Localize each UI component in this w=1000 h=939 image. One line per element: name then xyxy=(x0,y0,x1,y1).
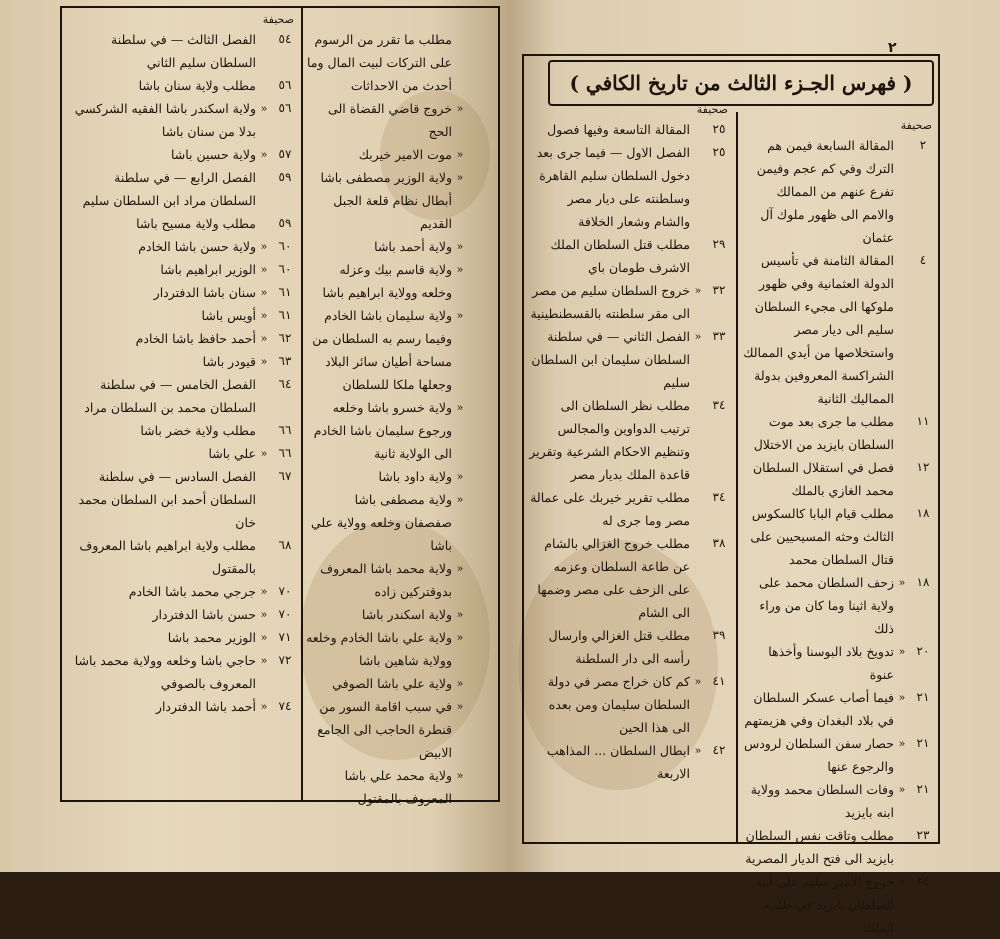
toc-entry-text: الفصل السادس — في سلطنة السلطان أحمد ابن السلطان محمد خان xyxy=(78,469,256,530)
toc-entry xyxy=(66,258,298,281)
toc-entry-text: خروج الامير سليم على أبيه السلطان بايزيد في طلب الملك xyxy=(755,874,894,935)
toc-entry xyxy=(528,141,732,233)
ditto-mark: « xyxy=(694,284,702,297)
ditto-mark: « xyxy=(260,309,268,322)
toc-entry xyxy=(742,571,936,640)
toc-entry xyxy=(742,502,936,571)
ditto-mark: « xyxy=(260,355,268,368)
toc-entry xyxy=(66,281,298,304)
toc-entry-text: ولاية اسكندر باشا xyxy=(361,607,452,622)
ditto-mark: « xyxy=(456,677,464,690)
toc-entry-text: مطلب خروج الغزالي بالشام عن طاعة السلطان وعزمه على الزحف على مصر وضمها الى الشام xyxy=(537,536,690,620)
toc-entry xyxy=(528,486,732,532)
toc-entry-text: مطلب ما تقرر من الرسوم على التركات لبيت المال وما أحدث من الاحداثات xyxy=(307,32,452,93)
toc-entry xyxy=(306,488,494,557)
toc-entry-text: مطلب ولاية سنان باشا xyxy=(138,78,256,93)
toc-entry-text: أحمد حافظ باشا الخادم xyxy=(135,331,256,346)
toc-page-number: ٢١ xyxy=(916,736,930,750)
toc-page-number: ٧٠ xyxy=(278,584,292,598)
ditto-mark: « xyxy=(694,744,702,757)
toc-entry-text: مطلب ما جرى بعد موت السلطان بايزيد من الاختلال xyxy=(753,414,894,452)
toc-page-number: ٥٩ xyxy=(278,216,292,230)
right-index-column-a xyxy=(742,118,936,939)
ditto-mark: « xyxy=(694,675,702,688)
toc-entry-text: المقالة التاسعة وفيها فصول xyxy=(547,122,690,137)
toc-page-number: ٦٦ xyxy=(278,446,292,460)
ditto-mark: « xyxy=(260,332,268,345)
toc-page-number: ٦٠ xyxy=(278,239,292,253)
toc-entry xyxy=(306,603,494,626)
toc-entry-text: موت الامير خيربك xyxy=(358,147,452,162)
toc-entry-text: الفصل الرابع — في سلطنة السلطان مراد ابن السلطان سليم xyxy=(82,170,256,208)
toc-entry-text: المقالة الثامنة في تأسيس الدولة العثمانية وفي ظهور ملوكها الى مجيء السلطان سليم الى ديار مصر واستخلاصها من أيدي الممالك الشراكسة المعروفين بدولة المماليك الثانية xyxy=(743,253,894,406)
toc-page-number: ٦١ xyxy=(278,308,292,322)
ditto-mark: « xyxy=(260,631,268,644)
toc-entry xyxy=(306,557,494,603)
ditto-mark: « xyxy=(456,171,464,184)
toc-page-number: ٧٤ xyxy=(278,699,292,713)
page-number: ٢ xyxy=(888,40,897,56)
toc-entry-text: مطلب ولاية خضر باشا xyxy=(140,423,256,438)
page-column-heading: صحيفة xyxy=(900,119,932,132)
toc-entry xyxy=(306,235,494,258)
ditto-mark: « xyxy=(456,493,464,506)
toc-entry xyxy=(306,695,494,764)
toc-entry-text: ولاية محمد علي باشا المعروف بالمقتول xyxy=(344,768,452,806)
toc-page-number: ٥٤ xyxy=(278,32,292,46)
toc-entry xyxy=(742,732,936,778)
toc-entry-text: أويس باشا xyxy=(201,308,256,323)
toc-entry xyxy=(528,279,732,325)
toc-page-number: ٧٢ xyxy=(278,653,292,667)
ditto-mark: « xyxy=(898,783,906,796)
toc-entry-text: مطلب قتل السلطان الملك الاشرف طومان باي xyxy=(550,237,690,275)
toc-page-number: ٣٤ xyxy=(712,398,726,412)
ditto-mark: « xyxy=(260,263,268,276)
toc-page-number: ١١ xyxy=(916,414,930,428)
toc-entry xyxy=(742,410,936,456)
toc-entry-text: ولاية حسن باشا الخادم xyxy=(138,239,256,254)
toc-page-number: ٢١ xyxy=(916,782,930,796)
page-column-heading: صحيفة xyxy=(262,13,294,26)
toc-entry-text: فصل في استقلال السلطان محمد الغازي بالملك xyxy=(753,460,894,498)
toc-page-number: ١٨ xyxy=(916,506,930,520)
toc-entry-text: ولاية الوزير مصطفى باشا xyxy=(320,170,452,185)
toc-entry-text: الفصل الثالث — في سلطنة السلطان سليم الثاني xyxy=(111,32,256,70)
left-index-column-b xyxy=(306,28,494,810)
toc-entry-text: ولاية مصطفى باشا صفصفان وخلعه وولاية علي باشا xyxy=(310,492,452,553)
toc-entry-text: أبطال نظام قلعة الجبل القديم xyxy=(333,193,452,231)
toc-page-number: ٤ xyxy=(919,253,927,267)
toc-entry xyxy=(306,764,494,810)
toc-entry-text: ولاية علي باشا الخادم وخلعه وولاية شاهين باشا xyxy=(306,630,452,668)
toc-entry xyxy=(66,166,298,212)
toc-entry xyxy=(528,624,732,670)
ditto-mark: « xyxy=(456,240,464,253)
ditto-mark: « xyxy=(456,562,464,575)
ditto-mark: « xyxy=(456,148,464,161)
toc-entry xyxy=(66,580,298,603)
toc-entry xyxy=(66,97,298,143)
toc-entry-text: الفصل الخامس — في سلطنة السلطان محمد بن السلطان مراد xyxy=(84,377,256,415)
toc-entry xyxy=(66,534,298,580)
toc-entry xyxy=(306,304,494,396)
toc-page-number: ١٢ xyxy=(916,460,930,474)
toc-entry xyxy=(306,166,494,189)
toc-entry xyxy=(66,235,298,258)
toc-page-number: ٢٥ xyxy=(712,122,726,136)
index-title: ( فهرس الجـزء الثالث من تاريخ الكافي ) xyxy=(548,60,934,106)
toc-list xyxy=(742,134,936,939)
toc-entry xyxy=(528,739,732,785)
toc-entry xyxy=(66,74,298,97)
toc-page-number: ٥٦ xyxy=(278,78,292,92)
toc-entry xyxy=(528,532,732,624)
toc-page-number: ٦٧ xyxy=(278,469,292,483)
toc-entry xyxy=(742,778,936,824)
toc-page-number: ٢١ xyxy=(916,690,930,704)
ditto-mark: « xyxy=(898,691,906,704)
toc-page-number: ٥٦ xyxy=(278,101,292,115)
ditto-mark: « xyxy=(898,576,906,589)
toc-entry xyxy=(66,373,298,419)
toc-page-number: ٦٢ xyxy=(278,331,292,345)
toc-entry-text: فيما أصاب عسكر السلطان في بلاد البغدان وفي هزيمتهم xyxy=(744,690,894,728)
column-divider xyxy=(301,6,303,802)
toc-page-number: ٣٩ xyxy=(712,628,726,642)
toc-entry xyxy=(742,456,936,502)
toc-entry xyxy=(66,350,298,373)
toc-page-number: ٤١ xyxy=(712,674,726,688)
ditto-mark: « xyxy=(456,608,464,621)
toc-entry-text: الفصل الثاني — في سلطنة السلطان سليمان ابن السلطان سليم xyxy=(531,329,690,390)
toc-entry xyxy=(528,118,732,141)
toc-entry-text: ولاية محمد باشا المعروف بدوقتركين زاده xyxy=(320,561,452,599)
toc-entry-text: مطلب نظر السلطان الى ترتيب الدواوين والمجالس وتنظيم الاحكام الشرعية وتقرير قاعدة الملك بديار مصر xyxy=(529,398,690,482)
toc-entry-text: مطلب ولاية مسيح باشا xyxy=(136,216,256,231)
ditto-mark: « xyxy=(260,148,268,161)
toc-entry xyxy=(66,212,298,235)
toc-page-number: ٣٨ xyxy=(712,536,726,550)
toc-entry xyxy=(742,870,936,939)
toc-entry-text: علي باشا xyxy=(208,446,256,461)
toc-entry xyxy=(306,143,494,166)
toc-entry xyxy=(528,394,732,486)
page-column-heading: صحيفة xyxy=(696,103,728,116)
toc-page-number: ٣٤ xyxy=(712,490,726,504)
toc-entry-text: الوزير محمد باشا xyxy=(167,630,256,645)
toc-entry xyxy=(742,134,936,249)
toc-entry-text: مطلب قتل الغزالي وارسال رأسه الى دار السلطنة xyxy=(548,628,690,666)
toc-entry xyxy=(742,640,936,686)
toc-page-number: ٢٩ xyxy=(712,237,726,251)
toc-entry-text: ابطال السلطان ... المذاهب الاربعة xyxy=(546,743,690,781)
toc-page-number: ٢٣ xyxy=(916,828,930,842)
toc-page-number: ٥٧ xyxy=(278,147,292,161)
toc-entry xyxy=(66,143,298,166)
toc-entry-text: مطلب ولاية ابراهيم باشا المعروف بالمقتول xyxy=(79,538,256,576)
toc-entry-text: حاجي باشا وخلعه وولاية محمد باشا المعروف بالصوفي xyxy=(74,653,256,691)
toc-page-number: ٢ xyxy=(919,138,927,152)
toc-entry xyxy=(528,233,732,279)
toc-entry-text: ولاية علي باشا الصوفي xyxy=(332,676,452,691)
toc-entry-text: مطلب وتاقت نفس السلطان بايزيد الى فتح الديار المصرية xyxy=(745,828,894,866)
ditto-mark: « xyxy=(260,608,268,621)
toc-entry xyxy=(66,465,298,534)
toc-entry-text: ولاية قاسم بيك وعزله وخلعه وولاية ابراهيم باشا xyxy=(322,262,452,300)
ditto-mark: « xyxy=(260,240,268,253)
ditto-mark: « xyxy=(898,875,906,888)
ditto-mark: « xyxy=(260,585,268,598)
toc-entry-text: ولاية حسين باشا xyxy=(170,147,256,162)
ditto-mark: « xyxy=(456,263,464,276)
ditto-mark: « xyxy=(456,309,464,322)
toc-page-number: ٧٠ xyxy=(278,607,292,621)
toc-entry-text: وفات السلطان محمد وولاية ابنه بايزيد xyxy=(750,782,894,820)
toc-list xyxy=(306,28,494,810)
toc-entry-text: قيودر باشا xyxy=(202,354,256,369)
ditto-mark: « xyxy=(456,769,464,782)
toc-entry xyxy=(66,649,298,695)
toc-page-number: ٣٢ xyxy=(712,283,726,297)
ditto-mark: « xyxy=(260,654,268,667)
toc-page-number: ١٨ xyxy=(916,575,930,589)
toc-entry-text: ولاية سليمان باشا الخادم وفيما رسم به السلطان من مساحة أطيان سائر البلاد وجعلها ملكا للسلطان xyxy=(312,308,452,392)
toc-page-number: ٦٤ xyxy=(278,377,292,391)
toc-page-number: ٦١ xyxy=(278,285,292,299)
toc-entry-text: زحف السلطان محمد على ولاية اثينا وما كان من وراء ذلك xyxy=(758,575,894,636)
toc-entry xyxy=(306,189,494,235)
toc-entry-text: ولاية اسكندر باشا الفقيه الشركسي بدلا من سنان باشا xyxy=(74,101,256,139)
toc-entry xyxy=(66,695,298,718)
toc-entry-text: مطلب تقرير خيربك على عمالة مصر وما جرى له xyxy=(530,490,690,528)
toc-list xyxy=(66,28,298,718)
toc-entry xyxy=(306,396,494,465)
toc-list xyxy=(528,118,732,785)
toc-entry-text: ولاية داود باشا xyxy=(378,469,452,484)
toc-page-number: ٢٥ xyxy=(712,145,726,159)
toc-entry-text: ولاية خسرو باشا وخلعه ورجوع سليمان باشا الخادم الى الولاية ثانية xyxy=(313,400,452,461)
toc-entry xyxy=(66,28,298,74)
toc-page-number: ٧١ xyxy=(278,630,292,644)
toc-entry xyxy=(306,626,494,672)
toc-entry xyxy=(66,442,298,465)
toc-entry xyxy=(66,603,298,626)
ditto-mark: « xyxy=(456,631,464,644)
toc-entry-text: خروج قاضي القضاة الى الحج xyxy=(328,101,452,139)
toc-entry-text: مطلب قيام البابا كالسكوس الثالث وحثه المسيحيين على قتال السلطان محمد xyxy=(750,506,894,567)
toc-page-number: ٦٦ xyxy=(278,423,292,437)
toc-entry-text: حصار سفن السلطان لرودس والرجوع عنها xyxy=(743,736,894,774)
toc-entry xyxy=(306,28,494,97)
toc-entry-text: الفصل الاول — فيما جرى بعد دخول السلطان سليم القاهرة وسلطنته على ديار مصر والشام وشعار الخلافة xyxy=(536,145,690,229)
toc-entry xyxy=(742,249,936,410)
toc-page-number: ٦٣ xyxy=(278,354,292,368)
toc-page-number: ٣٣ xyxy=(712,329,726,343)
toc-page-number: ٢٠ xyxy=(916,644,930,658)
toc-entry xyxy=(306,672,494,695)
toc-entry-text: الوزير ابراهيم باشا xyxy=(160,262,256,277)
toc-page-number: ٦٠ xyxy=(278,262,292,276)
toc-entry-text: في سبب اقامة السور من قنطرة الحاجب الى الجامع الابيض xyxy=(317,699,452,760)
right-index-column-b xyxy=(528,102,732,785)
toc-entry xyxy=(306,97,494,143)
toc-entry xyxy=(66,626,298,649)
toc-entry xyxy=(742,686,936,732)
left-index-column-a xyxy=(66,12,298,718)
toc-entry-text: خروج السلطان سليم من مصر الى مقر سلطنته بالقسطنطينية xyxy=(530,283,690,321)
toc-entry xyxy=(306,465,494,488)
toc-entry xyxy=(66,327,298,350)
toc-entry xyxy=(528,670,732,739)
toc-entry-text: تدويخ بلاد البوسنا وأخذها عنوة xyxy=(768,644,894,682)
toc-entry-text: كم كان خراج مصر في دولة السلطان سليمان ومن بعده الى هذا الحين xyxy=(547,674,690,735)
toc-entry-text: المقالة السابعة فيمن هم الترك وفي كم عجم وفيمن تفرع عنهم من الممالك والامم الى ظهور ملوك آل عثمان xyxy=(756,138,894,245)
ditto-mark: « xyxy=(260,700,268,713)
left-page xyxy=(0,0,508,872)
toc-page-number: ٦٨ xyxy=(278,538,292,552)
toc-page-number: ٤٢ xyxy=(712,743,726,757)
toc-entry-text: ولاية أحمد باشا xyxy=(374,239,452,254)
toc-entry xyxy=(66,419,298,442)
ditto-mark: « xyxy=(694,330,702,343)
ditto-mark: « xyxy=(260,286,268,299)
ditto-mark: « xyxy=(260,447,268,460)
ditto-mark: « xyxy=(456,700,464,713)
toc-entry-text: حسن باشا الدفتردار xyxy=(152,607,256,622)
toc-entry xyxy=(66,304,298,327)
ditto-mark: « xyxy=(456,102,464,115)
ditto-mark: « xyxy=(260,102,268,115)
toc-entry-text: جرجي محمد باشا الخادم xyxy=(128,584,256,599)
toc-page-number: ٢٤ xyxy=(916,874,930,888)
ditto-mark: « xyxy=(456,401,464,414)
column-divider xyxy=(736,112,738,844)
ditto-mark: « xyxy=(898,737,906,750)
toc-entry xyxy=(742,824,936,870)
ditto-mark: « xyxy=(456,470,464,483)
toc-entry xyxy=(528,325,732,394)
toc-entry xyxy=(306,258,494,304)
toc-page-number: ٥٩ xyxy=(278,170,292,184)
toc-entry-text: أحمد باشا الدفتردار xyxy=(155,699,256,714)
ditto-mark: « xyxy=(898,645,906,658)
toc-entry-text: سنان باشا الدفتردار xyxy=(153,285,256,300)
